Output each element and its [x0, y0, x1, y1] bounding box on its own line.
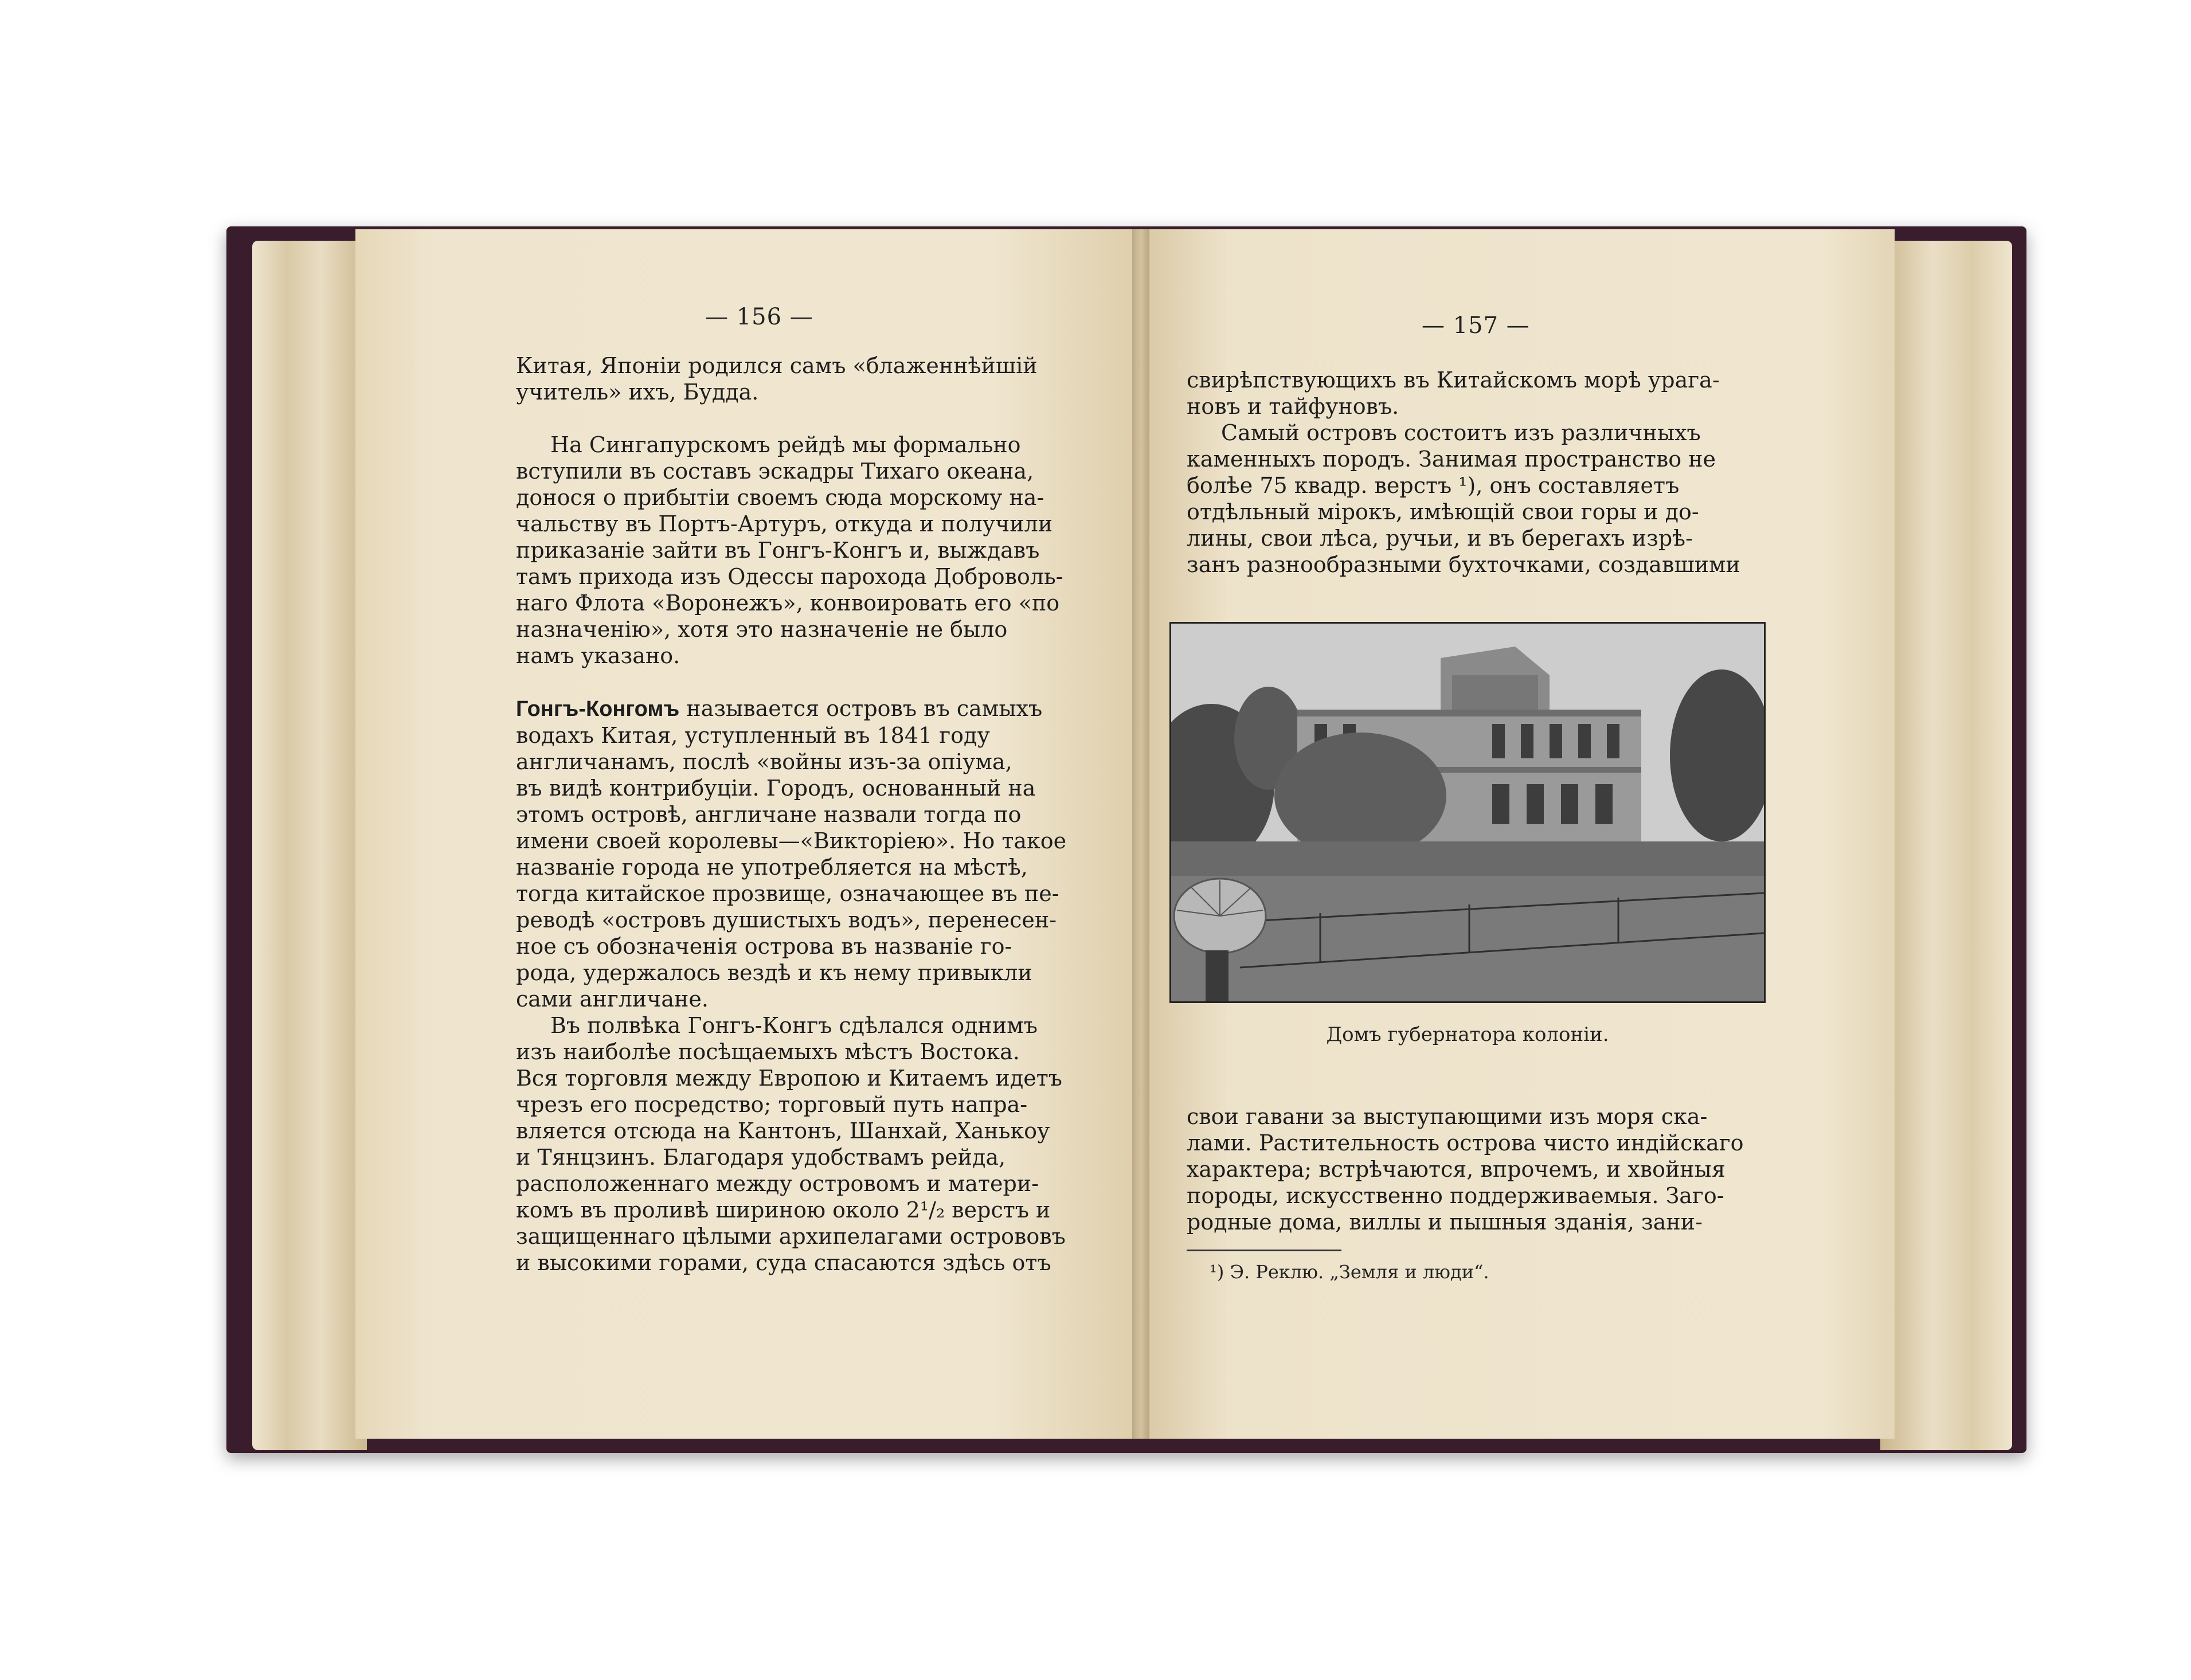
text-line: сами англичане. [516, 986, 709, 1012]
text-line: занъ разнообразными бухточками, создавшими [1187, 552, 1740, 577]
text-line: комъ въ проливѣ шириною около 2¹/₂ верстъ и [516, 1197, 1051, 1223]
text-line: намъ указано. [516, 643, 680, 668]
text-line: этомъ островѣ, англичане назвали тогда по [516, 802, 1022, 827]
text-line: болѣе 75 квадр. верстъ ¹), онъ составляетъ [1187, 473, 1680, 498]
book-gutter [1132, 229, 1149, 1439]
left-page-number: — 156 — [705, 304, 813, 330]
text-line: Въ полвѣка Гонгъ-Конгъ сдѣлался однимъ [550, 1013, 1038, 1038]
right-page-text-bottom [1187, 1103, 1748, 1235]
footnote: ¹) Э. Реклю. „Земля и люди“. [1210, 1261, 1489, 1283]
text-line: вступили въ составъ эскадры Тихаго океана, [516, 459, 1034, 484]
page-edges-left [252, 241, 367, 1450]
text-line: Китая, Японіи родился самъ «блаженнѣйшій [516, 353, 1038, 378]
text-line: новъ и тайфуновъ. [1187, 394, 1399, 419]
text-line: реводѣ «островъ душистыхъ водъ», перенесен- [516, 907, 1057, 933]
governor-house-photo [1169, 622, 1766, 1003]
text-line: породы, искусственно поддерживаемыя. Заго- [1187, 1183, 1724, 1208]
text-line: каменныхъ породъ. Занимая пространство не [1187, 447, 1716, 472]
text-line: въ видѣ контрибуціи. Городъ, основанный на [516, 776, 1036, 801]
text-line: Вся торговля между Европою и Китаемъ идетъ [516, 1066, 1062, 1091]
text-line: лины, свои лѣса, ручьи, и въ берегахъ изрѣ- [1187, 526, 1693, 551]
text-line: и высокими горами, суда спасаются здѣсь отъ [516, 1250, 1051, 1275]
text-line: приказаніе зайти въ Гонгъ-Конгъ и, выждавъ [516, 538, 1040, 563]
footnote-rule [1187, 1250, 1341, 1251]
text-line: родные дома, виллы и пышныя зданія, зани- [1187, 1209, 1703, 1235]
left-page-text [516, 353, 1115, 1276]
text-line: тамъ прихода изъ Одессы парохода Доброволь- [516, 564, 1063, 589]
page-edges-right [1880, 241, 2012, 1450]
right-page-number: — 157 — [1422, 312, 1530, 339]
text-line: чрезъ его посредство; торговый путь напра- [516, 1092, 1028, 1117]
text-line: лами. Растительность острова чисто индійскаго [1187, 1130, 1744, 1156]
text-line: названіе города не употребляется на мѣстѣ, [516, 855, 1028, 880]
text-line: водахъ Китая, уступленный въ 1841 году [516, 723, 990, 748]
text-line: свои гавани за выступающими изъ моря ска- [1187, 1104, 1708, 1129]
text-line: изъ наиболѣе посѣщаемыхъ мѣстъ Востока. [516, 1039, 1020, 1064]
text-line: наго Флота «Воронежъ», конвоировать его «по [516, 590, 1060, 616]
text-line: отдѣльный мірокъ, имѣющій свои горы и до- [1187, 499, 1699, 524]
text-line: имени своей королевы—«Викторіею». Но такое [516, 828, 1067, 853]
text-line: характера; встрѣчаются, впрочемъ, и хвойныя [1187, 1157, 1726, 1182]
text-line: называется островъ въ самыхъ [679, 696, 1043, 721]
text-line: назначенію», хотя это назначеніе не было [516, 617, 1008, 642]
text-line: тогда китайское прозвище, означающее въ пе- [516, 881, 1059, 906]
text-line: На Сингапурскомъ рейдѣ мы формально [550, 432, 1021, 457]
bold-term: Гонгъ-Конгомъ [516, 697, 680, 721]
text-line: донося о прибытіи своемъ сюда морскому на- [516, 485, 1044, 510]
text-line: учитель» ихъ, Будда. [516, 379, 759, 405]
text-line: рода, удержалось вездѣ и къ нему привыкли [516, 960, 1032, 985]
right-page-text-top [1187, 367, 1748, 578]
text-line: защищеннаго цѣлыми архипелагами острововъ [516, 1224, 1066, 1249]
text-line: свирѣпствующихъ въ Китайскомъ морѣ урага- [1187, 367, 1720, 393]
text-line: англичанамъ, послѣ «войны изъ-за опіума, [516, 749, 1012, 774]
text-line: расположеннаго между островомъ и матери- [516, 1171, 1039, 1196]
text-line: ное съ обозначенія острова въ названіе го- [516, 934, 1012, 959]
text-line: Самый островъ состоитъ изъ различныхъ [1221, 420, 1701, 445]
text-line: вляется отсюда на Кантонъ, Шанхай, Ханькоу [516, 1118, 1050, 1144]
text-line: чальству въ Портъ-Артуръ, откуда и получили [516, 511, 1053, 536]
photo-caption: Домъ губернатора колоніи. [1326, 1023, 1609, 1046]
text-line: и Тянцзинъ. Благодаря удобствамъ рейда, [516, 1145, 1006, 1170]
